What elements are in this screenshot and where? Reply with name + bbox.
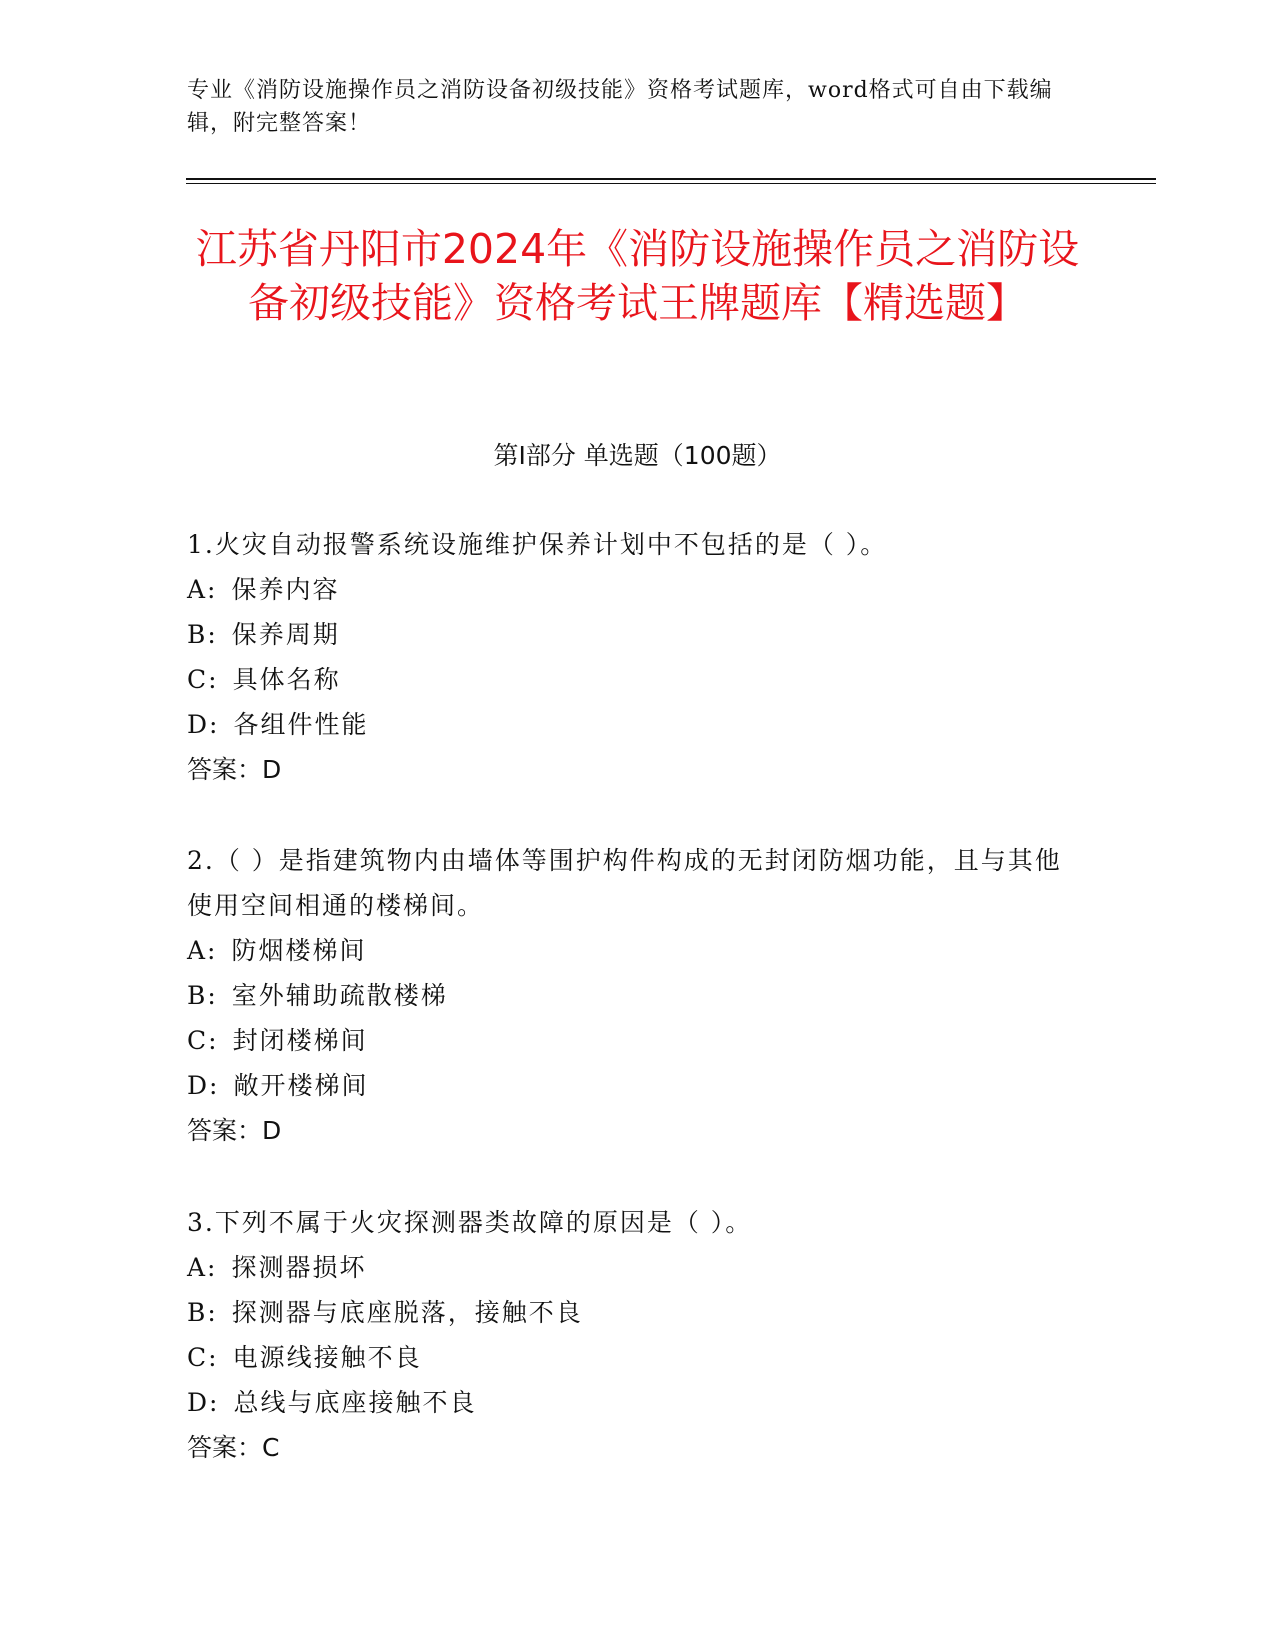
question-stem: 2.（ ）是指建筑物内由墙体等围护构件构成的无封闭防烟功能，且与其他使用空间相通的楼梯间。 — [187, 846, 1062, 920]
option-key: B: — [187, 981, 218, 1010]
option-text: 电源线接触不良 — [232, 1343, 422, 1372]
option-text: 总线与底座接触不良 — [233, 1388, 477, 1417]
option-key: A: — [187, 575, 218, 604]
option-text: 保养周期 — [231, 620, 340, 649]
option-key: C: — [187, 1026, 219, 1055]
option-a — [187, 928, 1077, 973]
option-text: 封闭楼梯间 — [232, 1026, 368, 1055]
option-c — [187, 1335, 1077, 1380]
option-key: A: — [187, 1253, 218, 1282]
question-block — [187, 522, 1077, 792]
option-key: D: — [187, 1388, 220, 1417]
option-key: B: — [187, 1298, 218, 1327]
answer-line: 答案：D — [187, 755, 282, 784]
answer-line: 答案：C — [187, 1433, 280, 1462]
option-text: 防烟楼梯间 — [231, 936, 367, 965]
option-d — [187, 702, 1077, 747]
option-text: 探测器与底座脱落，接触不良 — [231, 1298, 583, 1327]
option-d — [187, 1380, 1077, 1425]
header-note: 专业《消防设施操作员之消防设备初级技能》资格考试题库，word格式可自由下载编辑，附完整答案！ — [187, 78, 1053, 136]
document-title: 江苏省丹阳市2024年《消防设施操作员之消防设备初级技能》资格考试王牌题库【精选题】 — [195, 225, 1080, 327]
option-a — [187, 1245, 1077, 1290]
question-stem: 3.下列不属于火灾探测器类故障的原因是（ ）。 — [187, 1208, 753, 1237]
option-key: D: — [187, 1071, 220, 1100]
option-text: 具体名称 — [232, 665, 341, 694]
option-d — [187, 1063, 1077, 1108]
option-c — [187, 657, 1077, 702]
option-key: D: — [187, 710, 220, 739]
option-b — [187, 973, 1077, 1018]
option-b — [187, 612, 1077, 657]
header-rule-thin — [186, 183, 1156, 184]
option-key: C: — [187, 665, 219, 694]
option-text: 各组件性能 — [233, 710, 369, 739]
option-text: 保养内容 — [231, 575, 340, 604]
question-stem: 1.火灾自动报警系统设施维护保养计划中不包括的是（ ）。 — [187, 530, 888, 559]
option-key: B: — [187, 620, 218, 649]
header-rule-thick — [186, 178, 1156, 180]
question-block — [187, 838, 1077, 1153]
option-text: 敞开楼梯间 — [233, 1071, 369, 1100]
answer-line: 答案：D — [187, 1116, 282, 1145]
option-a — [187, 567, 1077, 612]
section-title: 第Ⅰ部分 单选题（100题） — [493, 441, 782, 470]
option-text: 探测器损坏 — [231, 1253, 367, 1282]
question-block — [187, 1200, 1077, 1470]
option-key: A: — [187, 936, 218, 965]
option-key: C: — [187, 1343, 219, 1372]
option-c — [187, 1018, 1077, 1063]
option-text: 室外辅助疏散楼梯 — [231, 981, 448, 1010]
option-b — [187, 1290, 1077, 1335]
